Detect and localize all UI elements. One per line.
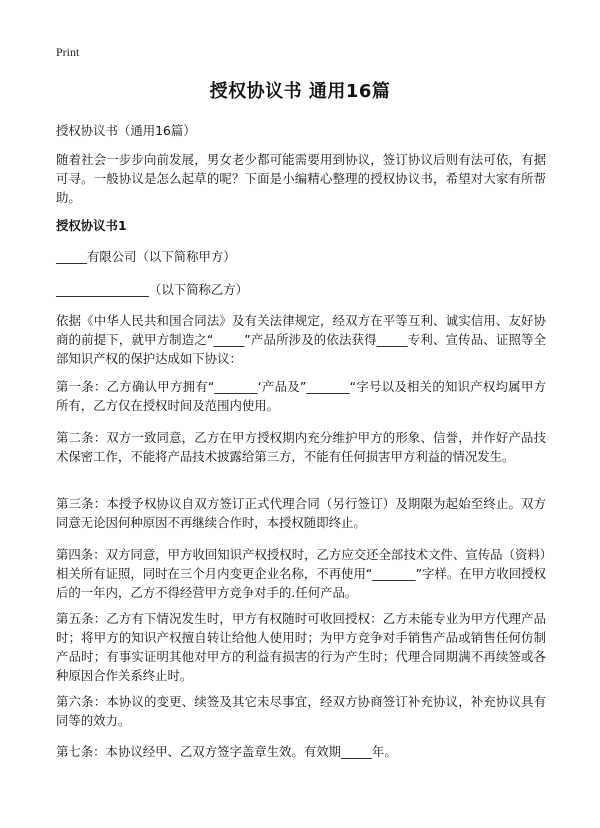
preamble-paragraph: 依据《中华人民共和国合同法》及有关法律规定，经双方在平等互利、诚实信用、友好协商的前提下，就甲方制造之“_____”产品所涉及的依法获得_____专利、宣传品、证照等全部知识产权的保护达成如下协议： <box>56 313 546 366</box>
clause-5: 第五条：乙方有下情况发生时，甲方有权随时可收回授权：乙方未能专业为甲方代理产品时；将甲方的知识产权擅自转让给他人使用时；为甲方竞争对手销售产品或销售任何仿制产品时；有事实证明其他对甲方的利益有损害的行为产生时；代理合同期满不再续签或各种原因合作关系终止时。 <box>56 611 546 683</box>
section-heading: 授权协议书1 <box>56 218 127 233</box>
document-subtitle: 授权协议书（通用16篇） <box>56 123 196 138</box>
print-label: Print <box>56 45 80 59</box>
clause-6: 第六条：本协议的变更、续签及其它未尽事宜，经双方协商签订补充协议，补充协议具有同等的效力。 <box>56 694 546 728</box>
clause-3: 第三条：本授予权协议自双方签订正式代理合同（另行签订）及期限为起始至终止。双方同意无论因何种原因不再继续合作时，本授权随即终止。 <box>56 496 546 530</box>
party-b-line: _______________（以下简称乙方） <box>56 282 249 297</box>
clause-7: 第七条：本协议经甲、乙双方签字盖章生效。有效期_____年。 <box>56 744 397 759</box>
party-a-line: _____有限公司（以下简称甲方） <box>56 249 236 264</box>
clause-4: 第四条：双方同意，甲方收回知识产权授权时，乙方应交还全部技术文件、宣传品（资料）相关所有证照，同时在三个月内变更企业名称，不再使用“_______”字样。在甲方收回授权后的一年内，乙方不得经营甲方竞争对手的.任何产品。 <box>56 547 546 600</box>
clause-2: 第二条：双方一致同意，乙方在甲方授权期内充分维护甲方的形象、信誉，并作好产品技术保密工作，不能将产品技术披露给第三方，不能有任何损害甲方利益的情况发生。 <box>56 430 546 464</box>
intro-paragraph: 随着社会一步步向前发展，男女老少都可能需要用到协议，签订协议后则有法可依，有据可寻。一般协议是怎么起草的呢？下面是小编精心整理的授权协议书，希望对大家有所帮助。 <box>56 152 546 205</box>
page-title: 授权协议书 通用16篇 <box>209 81 391 102</box>
clause-1: 第一条：乙方确认甲方拥有“_______‘产品及”_______“字号以及相关的知识产权均属甲方所有，乙方仅在授权时间及范围内使用。 <box>56 379 546 413</box>
